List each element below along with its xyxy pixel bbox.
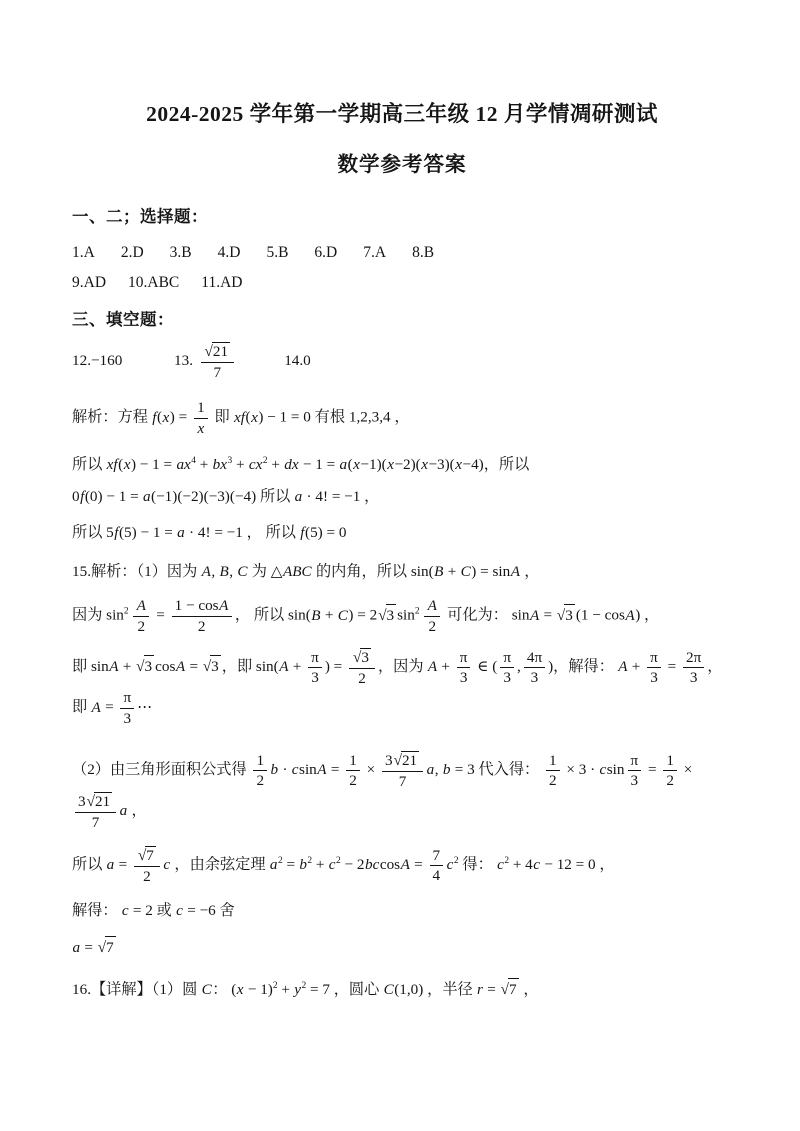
radical-sign: √ [136, 658, 145, 676]
answer-q1: 1.A [72, 244, 95, 262]
superscript: 2 [262, 456, 268, 467]
fraction: $\frac{1}{2}$ [545, 752, 561, 790]
superscript: 2 [414, 606, 420, 617]
answer-q2: 2.D [120, 244, 144, 262]
radical-sign: √ [353, 649, 362, 667]
superscript: 2 [504, 855, 510, 866]
fraction: $\frac{√7}{2}$ [133, 846, 161, 885]
radical-sign: √ [378, 606, 387, 624]
fill-section-heading: 三、填空题： [72, 310, 174, 330]
answer-q3: 3.B [169, 244, 192, 262]
fraction: $\frac{2\pi}{3}$ [682, 649, 705, 687]
radical-sign: √ [500, 980, 509, 998]
sol16-line-1: 16.【详解】（1）圆 C： $(x - 1)^2 + y^2 = 7$ ，圆心 C(1,0) ，半径 r = √7 ， [72, 978, 732, 1002]
fraction: $\frac{\pi}{3}$ [627, 752, 643, 790]
choice-section-heading: 一、二；选择题： [72, 207, 208, 227]
superscript: 2 [277, 855, 283, 866]
fraction: $\frac{√3}{2}$ [348, 648, 376, 687]
square-root: √7 [137, 847, 154, 865]
document-title: 2024-2025 学年第一学期高三年级 12 月学情凋研测试 [146, 102, 658, 126]
square-root: √7 [98, 936, 116, 960]
radical-sign: √ [97, 938, 107, 956]
fraction: $\frac{√21}{7}$ [200, 342, 236, 381]
sol15-line-3: 即 sinA + √3 cosA = √3 ，即 sin(A + $\frac{\pi}{3}$ ) = $\frac{√3}{2}$ ，因为 A + $\frac{\pi}{3}$ ∈ ( $\frac{\pi}{3}$ , $\frac{4\pi}{3}$ )，解得： A + $\frac{\pi}{3}$ = $\frac{2\pi}{3}$ ，即 A = $\frac{\pi}{3}$ ⋯ [72, 648, 723, 727]
square-root: √7 [501, 978, 519, 1002]
radical-sign: √ [202, 658, 212, 676]
fraction: $\frac{1}{2}$ [345, 752, 361, 790]
fraction: $\frac{7}{4}$ [429, 847, 445, 885]
radical-sign: √ [137, 847, 147, 865]
sol12-line-3: 0f(0) − 1 = a(−1)(−2)(−3)(−4) 所以 a · 4! = −1 ， [72, 487, 380, 505]
sol15-line-2: 因为 $\sin^2$ $\frac{A}{2}$ = $\frac{1 - \cos A}{2}$ ， 所以 sin(B + C) = 2√3 $\sin^2$ $\frac{A}{2}$ 可化为： sinA = √3 (1 − cosA) ， [72, 597, 660, 635]
radical-sign: √ [556, 606, 566, 624]
answer-q6: 6.D [314, 244, 338, 262]
square-root: √3 [353, 649, 369, 667]
sol12-line-2: 所以 $xf(x) - 1 = ax^4 + bx^3 + cx^2$ + dx − 1 = a(x−1)(x−2)(x−3)(x−4)，所以 [72, 456, 530, 474]
sol15-line-6: 解得： c = 2 或 c = −6 舍 [72, 901, 235, 919]
answer-q7: 7.A [363, 244, 387, 262]
choice-answers-row-2 [72, 273, 732, 293]
superscript: 2 [336, 855, 341, 866]
fraction: $\frac{\pi}{3}$ [307, 649, 323, 687]
answer-q5: 5.B [266, 244, 289, 262]
fraction: $\frac{\pi}{3}$ [499, 649, 515, 687]
fraction: $\frac{1}{x}$ [193, 399, 209, 437]
square-root: √3 [557, 604, 575, 628]
fraction: $\frac{3√21}{7}$ [381, 751, 424, 790]
fraction: $\frac{1}{2}$ [662, 752, 678, 790]
square-root: √21 [393, 752, 418, 770]
fraction: $\frac{3√21}{7}$ [74, 792, 117, 831]
sol15-line-5: 所以 a = $\frac{√7}{2}$ c ，由余弦定理 $a^2 = b^2 + c^2 - 2bccosA$ = $\frac{7}{4}$ $c^2$ 得： $c^2 + 4c - 12 = 0$ ， [72, 846, 615, 885]
superscript: 2 [453, 855, 459, 866]
answer-q11: 11.AD [201, 274, 243, 292]
choice-answers-row-1 [72, 243, 732, 263]
fraction: $\frac{A}{2}$ [132, 597, 150, 635]
sol12-line-1: 解析：方程 f(x) = $\frac{1}{x}$ 即 xf(x) − 1 = 0 有根 1,2,3,4 ， [72, 399, 410, 437]
sol12-line-4: 所以 5f(5) − 1 = a · 4! = −1 ， 所以 f(5) = 0 [72, 523, 347, 541]
fraction: $\frac{\pi}{3}$ [119, 689, 135, 727]
fraction: $\frac{A}{2}$ [423, 597, 441, 635]
square-root: √21 [204, 343, 229, 361]
superscript: 3 [227, 456, 233, 467]
radical-sign: √ [204, 343, 213, 361]
superscript: 2 [301, 980, 307, 991]
fill-answers-row: 12.−160 13. $\frac{√21}{7}$ 14.0 [72, 343, 311, 381]
answer-q8: 8.B [412, 244, 435, 262]
sol15-line-4: （2）由三角形面积公式得 $\frac{1}{2}$ b · csinA = $\frac{1}{2}$ × $\frac{3√21}{7}$ a, b = 3 代入得： $\frac{1}{2}$ × 3 · csin $\frac{\pi}{3}$ = $\frac{1}{2}$ × $\frac{3√21}{7}$ a ， [72, 751, 697, 831]
superscript: 2 [272, 980, 278, 991]
square-root: √21 [86, 793, 111, 811]
fraction: $\frac{1 - \cos A}{2}$ [171, 597, 233, 635]
superscript: 2 [307, 855, 313, 866]
fraction: $\frac{\pi}{3}$ [646, 649, 662, 687]
fraction: $\frac{\pi}{3}$ [456, 649, 472, 687]
superscript: 4 [191, 456, 196, 467]
radical-sign: √ [86, 793, 95, 811]
square-root: √3 [378, 604, 396, 628]
square-root: √3 [136, 655, 154, 679]
superscript: 2 [123, 606, 129, 617]
answer-q9: 9.AD [72, 274, 107, 292]
answer-q4: 4.D [217, 244, 241, 262]
square-root: √3 [203, 655, 221, 679]
sol15-line-1: 15.解析：（1）因为 A, B, C 为 △ABC 的内角，所以 sin(B + C) = sinA ， [72, 562, 540, 580]
radical-sign: √ [393, 752, 402, 770]
fraction: $\frac{4\pi}{3}$ [523, 649, 546, 687]
answer-q10: 10.ABC [128, 274, 180, 292]
sol15-line-7: a = √7 [72, 936, 732, 960]
document-subtitle: 数学参考答案 [337, 154, 467, 177]
fraction: $\frac{1}{2}$ [252, 752, 268, 790]
